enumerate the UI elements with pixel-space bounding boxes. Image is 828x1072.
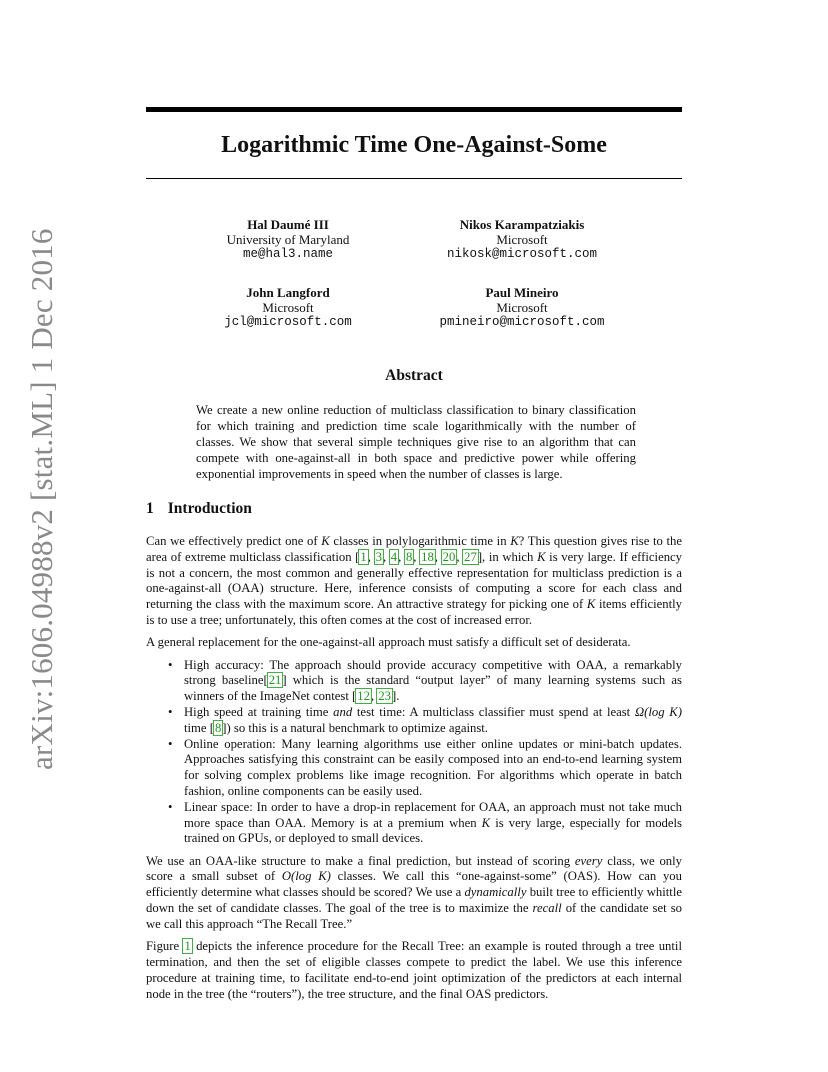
paragraph	[146, 939, 682, 1002]
bullet-icon: •	[168, 657, 173, 672]
author-block	[392, 217, 652, 262]
math-expression: Ω(log K)	[634, 704, 682, 719]
citation-link[interactable]: 1	[360, 549, 367, 564]
text-run: classes. We call this “one-against-some” (OAS). How can you efficiently determine what classes should be scored? We use a	[146, 869, 682, 900]
paragraph: A general replacement for the one-against-all approach must satisfy a difficult set of desiderata.	[146, 635, 631, 650]
section-heading	[146, 500, 252, 518]
citation-link[interactable]: 18	[421, 549, 434, 564]
section-title: Introduction	[167, 500, 252, 517]
citation-link[interactable]: 3	[375, 549, 382, 564]
text-run: High speed at training time	[184, 704, 334, 719]
title-top-rule	[146, 107, 682, 112]
citation-link[interactable]: 12	[357, 689, 370, 704]
author-email: pmineiro@microsoft.com	[439, 315, 605, 329]
text-run: ] which is the standard “output layer” of many learning systems such as winners of the ImageNet contest [	[184, 673, 682, 704]
citation-link[interactable]: 21	[268, 673, 282, 688]
text-run: items efficiently is to use a tree; unfortunately, this often comes at the cost of increased error.	[146, 597, 682, 627]
author-name: Hal Daumé III	[247, 217, 329, 232]
text-run: classes in polylogarithmic time in	[329, 534, 511, 548]
author-block	[158, 285, 418, 330]
author-block	[158, 217, 418, 262]
emphasis: and	[333, 704, 353, 719]
text-run: test time: A multiclass classifier must spend at least	[352, 704, 635, 719]
text-run: built tree to efficiently whittle down the set of candidate classes. The goal of the tree is to maximize the	[146, 885, 682, 916]
math-symbol: K	[586, 597, 596, 612]
section-number: 1	[146, 500, 154, 517]
author-affiliation: Microsoft	[496, 300, 548, 315]
citation-link[interactable]: 23	[378, 689, 391, 704]
text-run: We use an OAA-like structure to make a final prediction, but instead of scoring	[146, 853, 575, 868]
text-run: is very large. If efficiency is not a concern, the most common and generally effective representation for multiclass prediction is a one-against-all (OAA) structure. Here, inference consists of computing a score for each class and returning the class with the maximum score. An attractive strategy for picking one of	[146, 549, 683, 612]
math-symbol: K	[537, 549, 546, 564]
emphasis: dynamically	[464, 885, 527, 900]
text-run: of the candidate set so we call this approach “The Recall Tree.”	[146, 901, 682, 931]
text-run: ].	[392, 689, 400, 704]
math-expression: O(log K)	[281, 869, 331, 884]
emphasis: recall	[532, 901, 562, 916]
author-affiliation: University of Maryland	[226, 232, 350, 247]
citation-link[interactable]: 8	[214, 720, 222, 735]
author-email: nikosk@microsoft.com	[446, 247, 598, 261]
text-run: ], in which	[477, 549, 538, 564]
citation-link[interactable]: 8	[405, 549, 413, 564]
arxiv-identifier: arXiv:1606.04988v2 [stat.ML] 1 Dec 2016	[24, 228, 59, 770]
title-bottom-rule	[146, 178, 682, 179]
paragraph: Can we effectively predict one of K classes in polylogarithmic time in K? This question gives rise to the area of extreme multiclass classification [1, 3, 4, 8, 18, 20, 27], in which K is very large. If efficiency is not a concern, the most common and generally effective representation for multiclass prediction is a one-against-all (OAA) structure. Here, inference consists of computing a score for each class and returning the class with the maximum score. An attractive strategy for picking one of K items efficiently is to use a tree; unfortunately, this often comes at the cost of increased error.	[146, 534, 683, 627]
text-run: ]) so this is a natural benchmark to optimize against.	[222, 720, 488, 735]
list-item	[168, 799, 682, 847]
text-run: High accuracy: The approach should provide accuracy competitive with OAA, a remarkably strong baseline[	[184, 657, 682, 688]
math-symbol: K	[321, 534, 330, 548]
bullet-icon: •	[168, 799, 173, 814]
text-run: depicts the inference procedure for the Recall Tree: an example is routed through a tree until termination, and then the set of eligible classes compete to predict the label. We use this inference procedure at training time, to facilitate end-to-end joint optimization of the predictors at each internal node in the tree (the “routers”), the tree structure, and the final OAS predictors.	[146, 939, 682, 1001]
author-block	[392, 285, 652, 330]
list-item	[168, 704, 682, 737]
desiderata-list	[146, 658, 682, 848]
math-symbol: K	[481, 815, 491, 830]
text-run: is very large, especially for models trained on GPUs, or deployed to small devices.	[184, 815, 682, 846]
bullet-icon: •	[168, 736, 173, 751]
math-symbol: K	[510, 534, 519, 548]
paragraph	[146, 854, 682, 933]
citation-link[interactable]: 20	[442, 549, 456, 564]
citation-link[interactable]: 27	[464, 549, 477, 564]
text-run: Figure	[146, 939, 184, 954]
author-email: me@hal3.name	[242, 247, 333, 261]
abstract-text: We create a new online reduction of multiclass classification to binary classification for which training and prediction time scale logarithmically with the number of classes. We show that several simple techniques give rise to an algorithm that can compete with one-against-all in both space and predictive power while offering exponential improvements in speed when the number of classes is large.	[196, 403, 636, 481]
author-name: Paul Mineiro	[485, 285, 559, 300]
author-name: Nikos Karampatziakis	[459, 217, 585, 232]
bullet-icon: •	[168, 704, 173, 719]
author-email: jcl@microsoft.com	[224, 315, 352, 329]
list-item	[168, 736, 682, 800]
text-run: ? This question gives rise to the area of extreme multiclass classification [	[146, 534, 682, 564]
text-run: Linear space: In order to have a drop-in replacement for OAA, an approach must not take much more space than OAA. Memory is at a premium when	[184, 799, 682, 830]
text-run: Online operation: Many learning algorithms use either online updates or mini-batch updates. Approaches satisfying this constraint can be easily composed into an end-to-end learning system for solving complex problems like image recognition. For algorithms which operate in batch fashion, online components can be easily used.	[184, 736, 682, 798]
text-run: class, we only score a small subset of	[146, 853, 682, 884]
section-body	[146, 534, 682, 1009]
author-name: John Langford	[246, 285, 330, 300]
text-run: time [	[184, 720, 214, 735]
abstract-heading: Abstract	[385, 367, 443, 384]
author-affiliation: Microsoft	[262, 300, 314, 315]
citation-link[interactable]: 4	[390, 549, 398, 564]
emphasis: every	[574, 853, 603, 868]
author-affiliation: Microsoft	[496, 232, 548, 247]
text-run: Can we effectively predict one of	[146, 534, 322, 548]
figure-link[interactable]: 1	[184, 939, 191, 954]
list-item: • High accuracy: The approach should provide accuracy competitive with OAA, a remarkably strong baseline[21] which is the standard “output layer” of many learning systems such as winners of the ImageNet contest [12, 23].	[168, 657, 682, 704]
paper-title: Logarithmic Time One-Against-Some	[221, 132, 607, 158]
